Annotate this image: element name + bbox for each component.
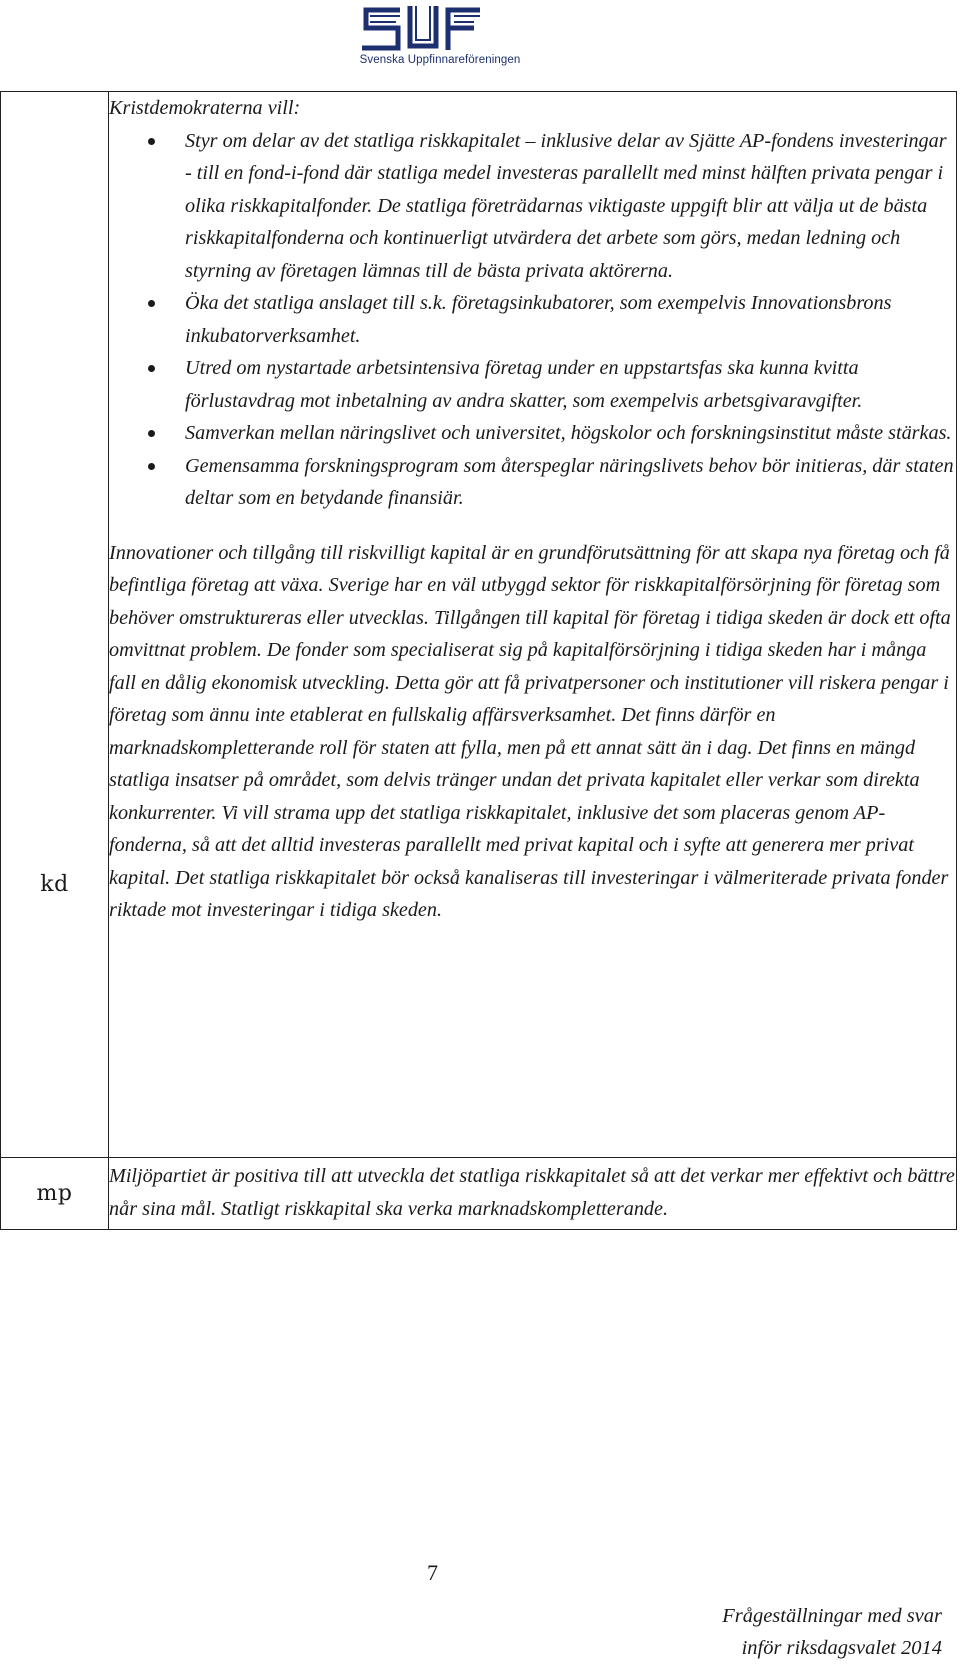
party-cell-kd bbox=[1, 92, 109, 1158]
suf-logo bbox=[340, 2, 540, 70]
party-cell-mp bbox=[1, 1158, 109, 1230]
footer-title bbox=[722, 1600, 942, 1664]
footer-title-line2: inför riksdagsvalet 2014 bbox=[741, 1637, 942, 1659]
list-item: Styr om delar av det statliga riskkapitalet – inklusive delar av Sjätte AP-fondens investeringar - till en fond-i-fond där statliga medel investeras parallellt med minst hälften privata pengar i olika riskkapitalfonder. De statliga företrädarnas viktigaste uppgift blir att välja ut de bästa riskkapitalfonderna och kontinuerligt utvärdera det arbete som görs, medan ledning och styrning av företagen lämnas till de bästa privata aktörerna. bbox=[185, 125, 956, 288]
party-label-mp: mp bbox=[36, 1181, 73, 1206]
suf-logo-mark bbox=[340, 2, 540, 54]
party-positions-table bbox=[0, 91, 957, 1230]
kd-bullet-list bbox=[109, 125, 956, 515]
logo-text: Svenska Uppfinnareföreningen bbox=[359, 54, 521, 66]
table-row-kd bbox=[1, 92, 957, 1158]
list-item: Samverkan mellan näringslivet och universitet, högskolor och forskningsinstitut måste stärkas. bbox=[185, 417, 956, 450]
list-item: Utred om nystartade arbetsintensiva företag under en uppstartsfas ska kunna kvitta förlustavdrag mot inbetalning av andra skatter, som exempelvis arbetsgivaravgifter. bbox=[185, 352, 956, 417]
content-cell-kd bbox=[109, 92, 957, 1158]
kd-body-text: Innovationer och tillgång till riskvilligt kapital är en grundförutsättning för att skapa nya företag och få befintliga företag att växa. Sverige har en väl utbyggd sektor för riskkapitalförsörjning för företag som behöver omstruktureras eller utvecklas. Tillgången till kapital för företag i tidiga skeden är dock ett ofta omvittnat problem. De fonder som specialiserat sig på kapitalförsörjning i tidiga skeden har i många fall en dålig ekonomisk utveckling. Detta gör att få privatpersoner och institutioner vill riskera pengar i företag som ännu inte etablerat en fullskalig affärsverksamhet. Det finns därför en marknadskompletterande roll för staten att fylla, men på ett annat sätt än i dag. Det finns en mängd statliga insatser på området, som delvis tränger undan det privata kapitalet eller verkar som direkta konkurrenter. Vi vill strama upp det statliga riskkapitalet, inklusive det som placeras genom AP-fonderna, så att det alltid investeras parallellt med privat kapital och i syfte att generera mer privat kapital. Det statliga riskkapitalet bör också kanaliseras till investeringar i välmeriterade privata fonder riktade mot investeringar i tidiga skeden. bbox=[109, 541, 951, 921]
table-row-mp bbox=[1, 1158, 957, 1230]
footer-title-line1: Frågeställningar med svar bbox=[722, 1605, 942, 1627]
kd-intro: Kristdemokraterna vill: bbox=[109, 97, 301, 119]
content-cell-mp bbox=[109, 1158, 957, 1230]
list-item: Öka det statliga anslaget till s.k. företagsinkubatorer, som exempelvis Innovationsbrons inkubatorverksamhet. bbox=[185, 287, 956, 352]
list-item: Gemensamma forskningsprogram som återspeglar näringslivets behov bör initieras, där staten deltar som en betydande finansiär. bbox=[185, 450, 956, 515]
page-number: 7 bbox=[427, 1560, 438, 1585]
party-label-kd: kd bbox=[40, 872, 69, 897]
mp-text: Miljöpartiet är positiva till att utveckla det statliga riskkapitalet så att det verkar mer effektivt och bättre når sina mål. Statligt riskkapital ska verka marknadskompletterande. bbox=[109, 1165, 955, 1220]
